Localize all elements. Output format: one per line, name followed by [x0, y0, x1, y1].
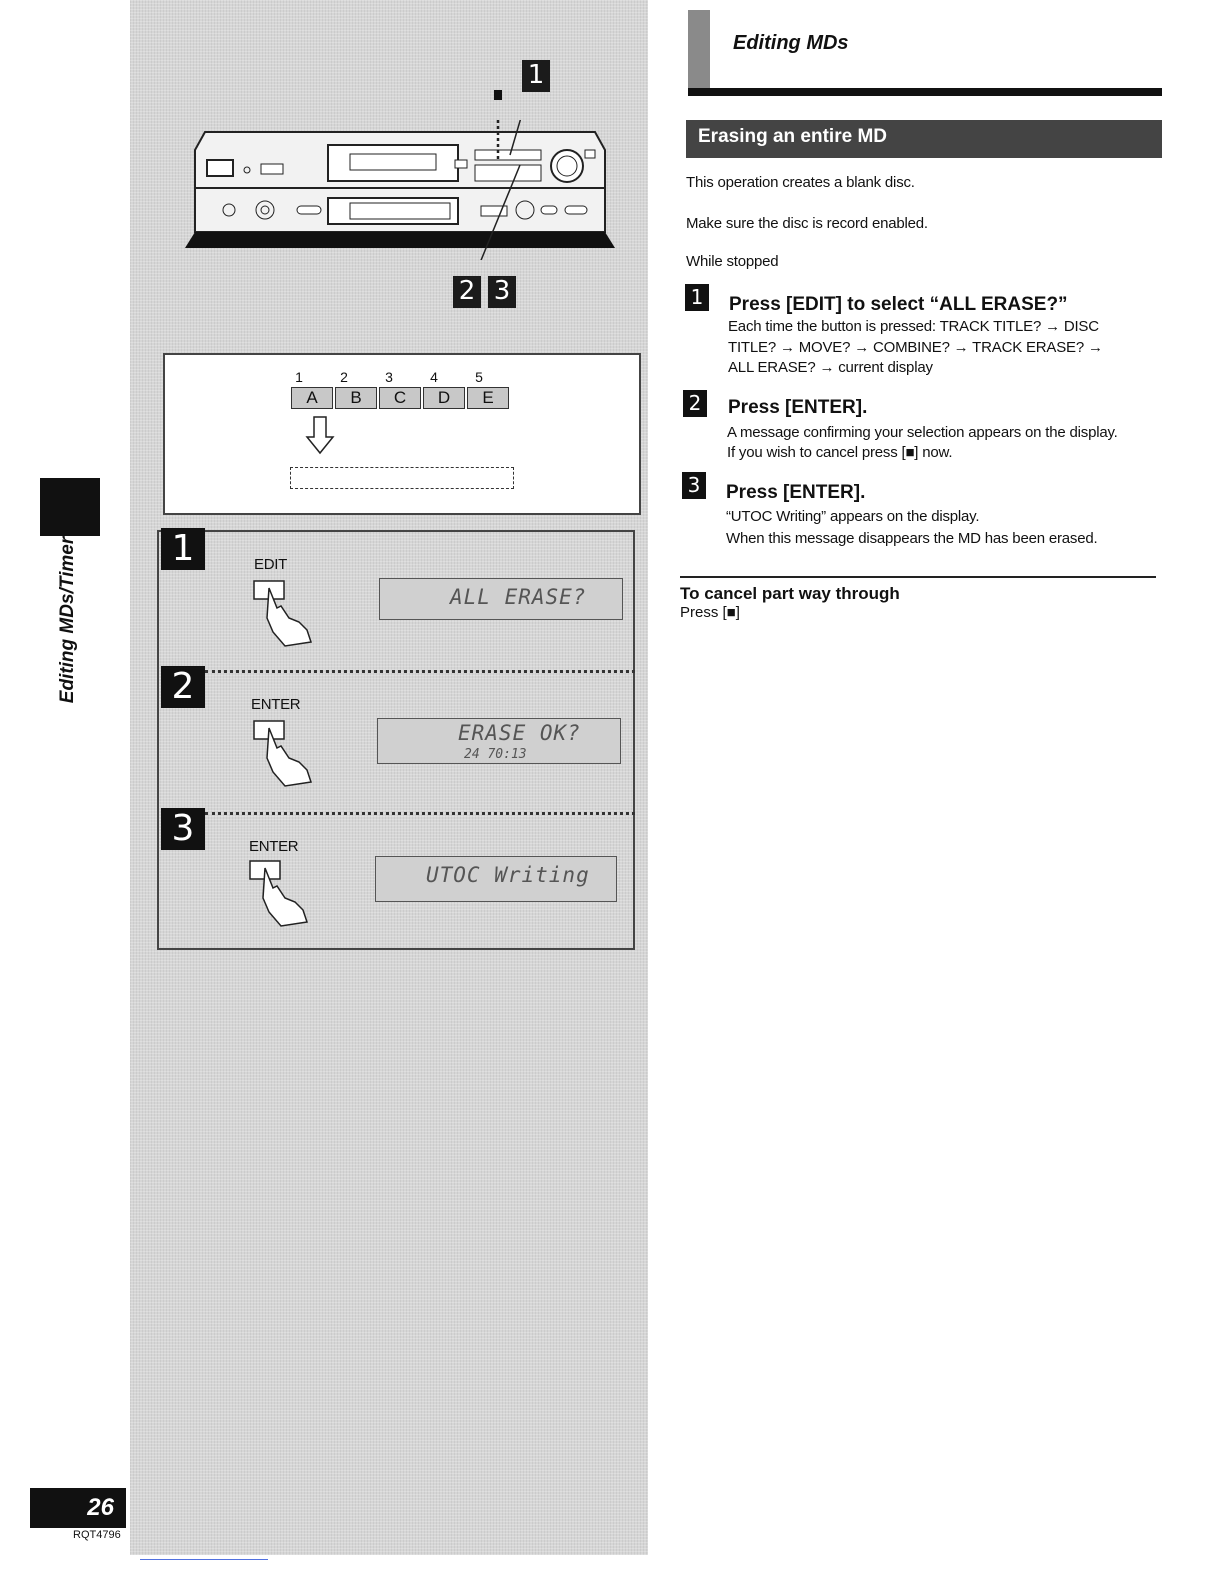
section-heading: Erasing an entire MD — [686, 120, 1162, 158]
step-number: 3 — [682, 472, 706, 499]
callout-step-1: 1 — [522, 60, 550, 92]
section-tab-label: Editing MDs/Timer — [57, 536, 78, 704]
page-title: Editing MDs — [733, 32, 849, 54]
track-diagram — [163, 353, 641, 515]
lcd-display — [375, 856, 617, 902]
header-rule — [688, 88, 1162, 96]
callout-step-2: 2 — [453, 276, 481, 308]
divider — [205, 812, 635, 815]
lcd-message: ERASE OK? — [458, 721, 581, 745]
divider — [140, 1559, 268, 1560]
step-description: A message confirming your selection appears on the display. — [727, 424, 1118, 441]
panel-step-number: 1 — [161, 528, 205, 570]
panel-step-number: 3 — [161, 808, 205, 850]
step-title: Press [ENTER]. — [726, 482, 866, 503]
step-description: If you wish to cancel press [■] now. — [727, 444, 953, 461]
empty-disc-outline — [290, 467, 514, 489]
track-number: 4 — [430, 369, 438, 385]
cancel-heading: To cancel part way through — [680, 584, 900, 603]
callout-step-3: 3 — [488, 276, 516, 308]
divider — [680, 576, 1156, 578]
header-accent — [688, 10, 710, 88]
enter-button-label: ENTER — [251, 696, 301, 713]
stop-icon — [494, 90, 502, 100]
lcd-display — [379, 578, 623, 620]
track-cell: A — [291, 387, 333, 409]
pressing-finger-icon — [251, 578, 321, 648]
step-description: ALL ERASE? → current display — [728, 359, 933, 376]
track-cell: C — [379, 387, 421, 409]
step-description: TITLE? → MOVE? → COMBINE? → TRACK ERASE? → — [728, 339, 1103, 356]
edit-button-label: EDIT — [254, 556, 287, 573]
step-description: When this message disappears the MD has been erased. — [726, 530, 1098, 547]
page-number-box — [30, 1488, 126, 1528]
track-number: 2 — [340, 369, 348, 385]
intro-text: This operation creates a blank disc. — [686, 174, 915, 191]
track-cell: D — [423, 387, 465, 409]
step-description: “UTOC Writing” appears on the display. — [726, 508, 980, 525]
track-cell: B — [335, 387, 377, 409]
track-number: 5 — [475, 369, 483, 385]
step-number: 2 — [683, 390, 707, 417]
lcd-message: UTOC Writing — [426, 863, 590, 887]
track-cell: E — [467, 387, 509, 409]
step-title: Press [EDIT] to select “ALL ERASE?” — [729, 294, 1068, 315]
section-tab-marker — [40, 478, 100, 536]
lcd-time: 24 70:13 — [464, 747, 527, 762]
divider — [205, 670, 635, 673]
lcd-display — [377, 718, 621, 764]
intro-text: Make sure the disc is record enabled. — [686, 215, 928, 232]
intro-text: While stopped — [686, 253, 779, 270]
lcd-message: ALL ERASE? — [450, 585, 587, 609]
cancel-text: Press [■] — [680, 604, 740, 621]
page-number: 26 — [87, 1494, 114, 1521]
pressing-finger-icon — [251, 718, 321, 788]
step-description: Each time the button is pressed: TRACK TITLE? → DISC — [728, 318, 1099, 335]
step-number: 1 — [685, 284, 709, 311]
track-number: 1 — [295, 369, 303, 385]
enter-button-label: ENTER — [249, 838, 299, 855]
step-title: Press [ENTER]. — [728, 397, 868, 418]
track-number: 3 — [385, 369, 393, 385]
model-code: RQT4796 — [73, 1529, 121, 1541]
md-deck-illustration — [185, 120, 615, 260]
down-arrow-icon — [305, 415, 335, 455]
steps-panel — [157, 530, 635, 950]
pressing-finger-icon — [247, 858, 317, 928]
panel-step-number: 2 — [161, 666, 205, 708]
